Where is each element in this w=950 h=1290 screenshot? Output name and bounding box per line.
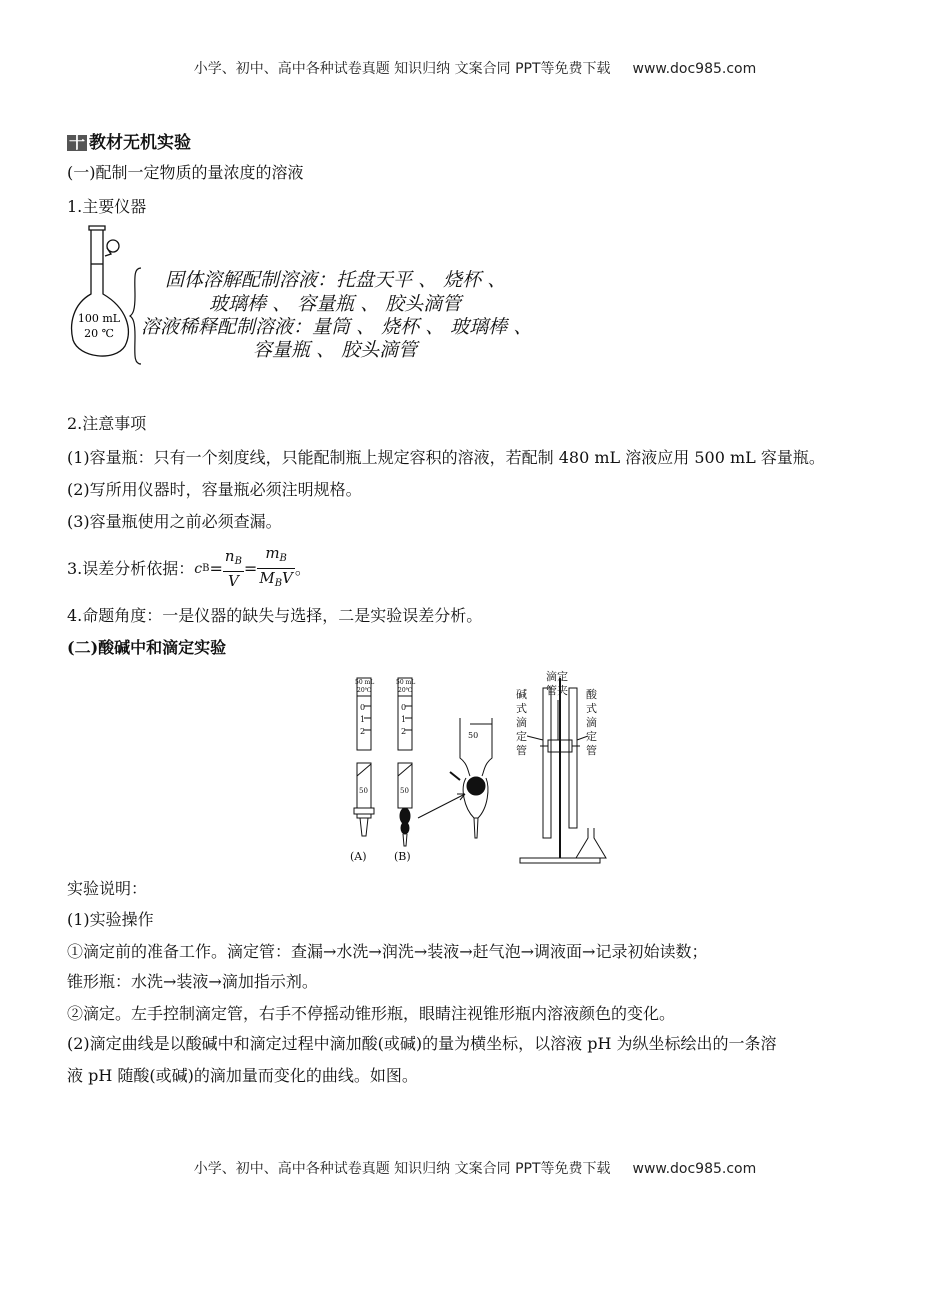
footer-text: 小学、初中、高中各种试卷真题 知识归纳 文案合同 PPT等免费下载 <box>193 1161 611 1177</box>
clamp-label-1: 滴定 <box>546 670 568 683</box>
header-site[interactable]: www.doc985.com <box>632 61 757 77</box>
footer-site[interactable]: www.doc985.com <box>632 1161 757 1177</box>
figure-label-a: (A) <box>350 850 367 863</box>
desc-title: 实验说明： <box>67 879 148 898</box>
tube-b-tick0: 0 <box>401 703 407 712</box>
acid-label-4: 定 <box>586 730 597 743</box>
note-1: (1)容量瓶：只有一个刻度线，只能配制瓶上规定容积的溶液，若配制 480 mL 溶液应用 500 mL 容量瓶。 <box>67 448 825 467</box>
section-title-text: 教材无机实验 <box>89 133 191 153</box>
glass-bead <box>467 777 485 795</box>
titration-figure <box>340 668 680 868</box>
formula-prefix: 3.误差分析依据： <box>67 558 195 578</box>
formula-M-sub: B <box>274 578 283 589</box>
part1-title: (一)配制一定物质的量浓度的溶液 <box>67 163 304 182</box>
stand-burette-left <box>543 688 551 838</box>
handwritten-line-3: 溶液稀释配制溶液：量筒 、 烧杯 、 玻璃棒 、 <box>141 316 533 338</box>
base-label-1: 碱 <box>516 688 527 701</box>
formula-v-1: V <box>227 572 239 590</box>
handwritten-line-1: 固体溶解配制溶液：托盘天平 、 烧杯 、 <box>165 269 507 291</box>
part2-title: (二)酸碱中和滴定实验 <box>67 638 227 657</box>
erlenmeyer-flask <box>576 828 606 858</box>
fraction-n-over-v <box>223 547 244 590</box>
formula-v-2: V <box>282 569 293 587</box>
tube-b-tick50: 50 <box>400 787 409 795</box>
flask-rim <box>89 226 105 230</box>
tube-b-temp-label: 20℃ <box>398 687 413 694</box>
flask-stopper-string <box>105 248 111 256</box>
curve-desc-1: (2)滴定曲线是以酸碱中和滴定过程中滴加酸(或碱)的量为横坐标，以溶液 pH 为纵坐标绘出的一条溶 <box>67 1034 777 1053</box>
handwritten-line-2: 玻璃棒 、 容量瓶 、 胶头滴管 <box>209 293 462 315</box>
formula-eq-2: = <box>243 558 258 578</box>
fraction-m-over-mv <box>257 544 295 593</box>
base-label-5: 管 <box>516 744 527 757</box>
header-text: 小学、初中、高中各种试卷真题 知识归纳 文案合同 PPT等免费下载 <box>193 61 611 77</box>
formula-n: n <box>224 547 235 565</box>
formula-m-sub: B <box>279 553 287 564</box>
formula-m: m <box>265 544 280 562</box>
tube-a-tick50: 50 <box>359 787 368 795</box>
tube-a-temp-label: 20℃ <box>357 687 372 694</box>
tube-b-tick2: 2 <box>401 727 407 736</box>
stand-base <box>520 858 600 863</box>
base-label-3: 滴 <box>516 716 527 729</box>
flask-temp-label: 20 ℃ <box>84 327 114 340</box>
item2-heading: 2.注意事项 <box>67 414 147 433</box>
formula-end: 。 <box>294 558 311 578</box>
detail-tick50: 50 <box>468 731 479 740</box>
formula-c-sub: B <box>202 562 210 574</box>
figure-label-b: (B) <box>394 850 411 863</box>
tube-a-tick2: 2 <box>360 727 366 736</box>
base-label-4: 定 <box>516 730 527 743</box>
base-label-2: 式 <box>516 702 527 715</box>
acid-label-1: 酸 <box>586 688 597 701</box>
section-title <box>67 132 191 154</box>
op-1b: 锥形瓶：水洗→装液→滴加指示剂。 <box>67 972 318 991</box>
section-marker-icon: 十 <box>68 133 85 152</box>
tube-a-tick1: 1 <box>360 715 366 724</box>
tube-b-top-label: 50 mL <box>396 679 416 686</box>
op-1: ①滴定前的准备工作。滴定管：查漏→水洗→润洗→装液→赶气泡→调液面→记录初始读数； <box>67 942 708 961</box>
tube-a-tick0: 0 <box>360 703 366 712</box>
flask-volume-label: 100 mL <box>77 312 121 325</box>
acid-label-2: 式 <box>586 702 597 715</box>
formula-M: M <box>259 569 275 587</box>
stand-burette-right <box>569 688 577 828</box>
acid-label-5: 管 <box>586 744 597 757</box>
page-footer <box>0 1158 950 1178</box>
item1-heading: 1.主要仪器 <box>67 197 147 216</box>
arrow-to-detail <box>418 794 465 818</box>
clamp-label-2: 管夹 <box>546 684 568 697</box>
formula-eq-1: = <box>209 558 223 578</box>
note-3: (3)容量瓶使用之前必须查漏。 <box>67 512 282 531</box>
formula-c: c <box>194 560 203 577</box>
page-header <box>0 58 950 78</box>
tube-b-tick1: 1 <box>401 715 407 724</box>
curve-desc-2: 液 pH 随酸(或碱)的滴加量而变化的曲线。如图。 <box>67 1066 418 1085</box>
handwritten-line-4: 容量瓶 、 胶头滴管 <box>253 339 418 361</box>
error-analysis-formula <box>67 544 311 593</box>
tube-a-top-label: 50 mL <box>355 679 375 686</box>
formula-n-sub: B <box>234 556 242 567</box>
note-2: (2)写所用仪器时，容量瓶必须注明规格。 <box>67 480 362 499</box>
item4: 4.命题角度：一是仪器的缺失与选择，二是实验误差分析。 <box>67 606 483 625</box>
op-title: (1)实验操作 <box>67 910 154 929</box>
acid-label-3: 滴 <box>586 716 597 729</box>
op-2: ②滴定。左手控制滴定管，右手不停摇动锥形瓶，眼睛注视锥形瓶内溶液颜色的变化。 <box>67 1004 676 1023</box>
